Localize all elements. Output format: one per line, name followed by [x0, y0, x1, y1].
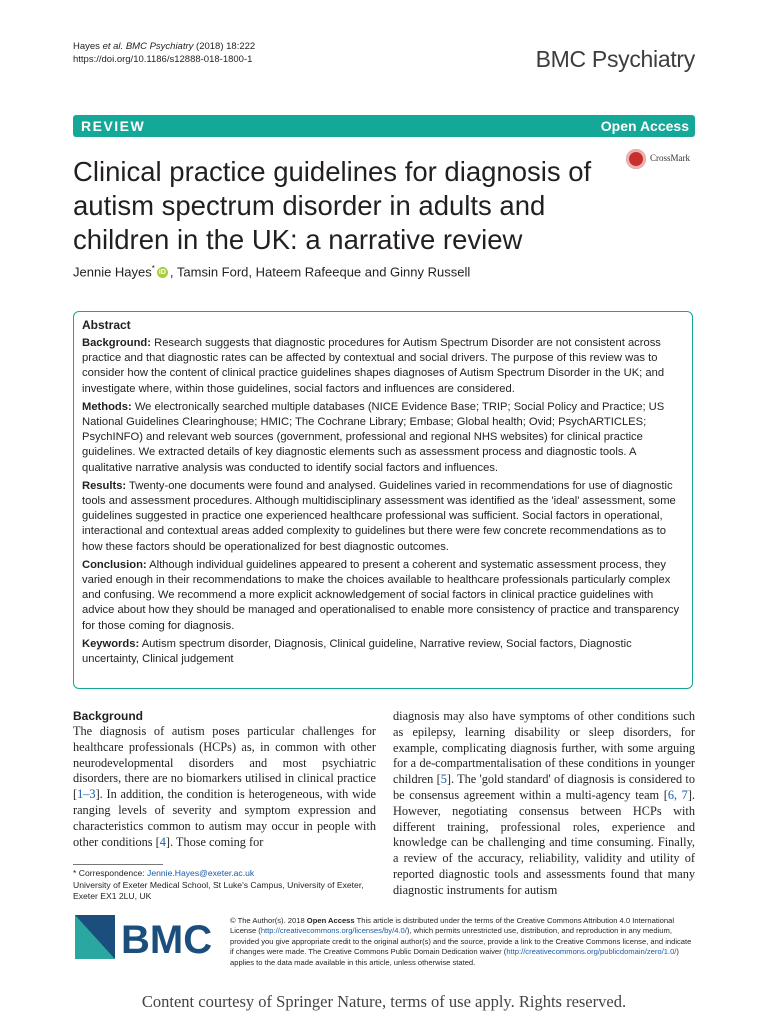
crossmark-label: CrossMark [650, 153, 690, 163]
citation-etal: et al. [102, 41, 124, 52]
section-text: Although individual guidelines appeared to present a coherent and systematic assessment process, they varied enough in their recommendations to make the choices available to healthcare professionals particularly complex and confusing. We recommend a more explicit acknowledgement of social factors in clinical practice guidelines with advice about how they should be managed and operationalised to enable more consistency of practice and transparency for those coming for diagnosis. [82, 558, 680, 632]
courtesy-footer: Content courtesy of Springer Nature, terms of use apply. Rights reserved. [141, 992, 627, 1011]
body-paragraph [393, 709, 695, 899]
abstract-conclusion [82, 558, 686, 634]
bmc-logo [73, 913, 215, 961]
article-title: Clinical practice guidelines for diagnosis of autism spectrum disorder in adults and children in the UK: a narrative review [73, 156, 592, 255]
citation-authors: Hayes [73, 41, 100, 52]
section-text: Research suggests that diagnostic procedures for Autism Spectrum Disorder are not consistent across practice and that diagnostic rates can be affected by contextual and social drivers. The purpose of this review was to consider how the content of clinical practice guidelines shapes diagnoses of Autism Spectrum Disorder in the UK; and investigate where, within those guidelines, social factors and influences are considered. [82, 337, 665, 395]
abstract-body [82, 336, 686, 670]
abstract-box [73, 311, 693, 689]
body-text: ]. Those coming for [165, 834, 264, 849]
body-text: The diagnosis of autism poses particular challenges for healthcare professionals (HCPs) as, in common with other neurodevelopmental disorders and most psychiatric disorders, there are no biomarkers utilised in clinical practice [ [73, 724, 376, 802]
section-label: Keywords: [82, 637, 140, 650]
abstract-keywords [82, 637, 686, 667]
doi-link[interactable]: https://doi.org/10.1186/s12888-018-1800-1 [73, 54, 253, 65]
section-text: We electronically searched multiple databases (NICE Evidence Base; TRIP; Social Policy and Practice; US National Guidelines Clearinghouse; HMIC; The Cochrane Library; Embase; Global health; Ovid; PsychARTICLES; PsychINFO) and relevant web sources (government, professional and regional NHS websites) for clinical practice guidelines. We extracted details of key diagnostic elements such as assessment process and diagnostic tools. A qualitative narrative analysis was conducted to identify social factors and influences. [82, 400, 665, 474]
correspondence-address-line: University of Exeter Medical School, St Luke's Campus, University of Exeter, [73, 879, 364, 890]
body-text: ]. In addition, the condition is heterogeneous, with wide ranging levels of severity and symptom expression and characteristics common to autism may occur in people with other conditions [ [73, 787, 376, 849]
open-access-label: Open Access [600, 118, 689, 134]
crossmark-badge[interactable] [626, 147, 696, 171]
abstract-heading: Abstract [82, 318, 131, 332]
license-open-access: Open Access [306, 916, 355, 925]
author-first: Jennie Hayes [73, 264, 152, 280]
reference-link[interactable]: 4 [159, 834, 166, 849]
corresponding-marker: * [151, 264, 155, 273]
journal-name: BMC Psychiatry [535, 46, 695, 72]
section-heading-background: Background [73, 709, 144, 723]
body-paragraph [73, 724, 376, 850]
reference-link[interactable]: 5 [440, 772, 447, 787]
correspondence-address-line: Exeter EX1 2LU, UK [73, 891, 152, 901]
body-text: ]. The 'gold standard' of diagnosis is considered to be consensus agreement within a multi-agency team [ [393, 772, 695, 802]
abstract-background [82, 336, 686, 397]
license-statement [230, 916, 695, 968]
section-label: Conclusion: [82, 558, 147, 571]
license-text: ), which permits unrestricted use, distribution, and reproduction in any medium, provided you give appropriate credit to the original author(s) and the source, provide a link to the Creative Commons license, and indicate if changes were made. The Creative Commons Public Domain Dedication waiver ( [230, 926, 692, 957]
body-column-right [393, 709, 695, 899]
logo-text: BMC [121, 918, 213, 961]
bmc-logo-graphic [73, 913, 215, 961]
license-text: © The Author(s). 2018 [230, 916, 307, 925]
correspondence-note [73, 868, 373, 903]
reference-link[interactable]: 1–3 [77, 787, 96, 802]
footnote-divider [73, 864, 163, 865]
author-rest: , Tamsin Ford, Hateem Rafeeque and Ginny Russell [169, 264, 471, 280]
citation-header [73, 40, 255, 66]
abstract-results [82, 479, 686, 555]
citation-journal: BMC Psychiatry [125, 41, 194, 52]
citation-volume: (2018) 18:222 [196, 41, 256, 52]
section-label: Methods: [82, 400, 132, 413]
correspondence-label: * Correspondence: [73, 868, 148, 878]
author-list [73, 264, 470, 279]
article-type-label: REVIEW [81, 118, 146, 134]
license-url-link[interactable]: http://creativecommons.org/licenses/by/4.0/ [260, 926, 407, 936]
section-label: Results: [82, 479, 127, 492]
license-waiver-link[interactable]: http://creativecommons.org/publicdomain/zero/1.0/ [506, 947, 677, 957]
article-type-banner [73, 115, 695, 137]
abstract-methods [82, 400, 686, 476]
body-text: ]. However, negotiating consensus between HCPs with different training, professional roles, experience and knowledge can be challenging and time consuming. Finally, a review of the accuracy, reliability, validity and utility of reported diagnostic tools and assessments found that many diagnostic instruments for autism [393, 787, 695, 897]
orcid-icon[interactable]: iD [158, 269, 166, 277]
license-text: ) applies to the data made available in this article, unless otherwise stated. [230, 947, 679, 967]
correspondence-email-link[interactable]: Jennie.Hayes@exeter.ac.uk [147, 868, 255, 878]
body-column-left [73, 709, 376, 850]
license-text: This article is distributed under the terms of the Creative Commons Attribution 4.0 International License ( [230, 916, 675, 936]
section-text: Twenty-one documents were found and analysed. Guidelines varied in recommendations for use of diagnostic tools and assessment procedures. Although multidisciplinary assessment was identified as the 'ideal' assessment, some guidelines suggested in practice one experienced healthcare professional was sufficient. Social factors in operational, interactional and contextual areas added complexity to guidelines but there were few concrete recommendations as to how these factors should be operationalized for best diagnostic outcomes. [82, 479, 676, 553]
section-text: Autism spectrum disorder, Diagnosis, Clinical guideline, Narrative review, Social factors, Diagnostic uncertainty, Clinical judgement [82, 637, 632, 666]
body-text: diagnosis may also have symptoms of other conditions such as epilepsy, learning disability or sleep disorders, for example, complicating diagnosis further, with some arguing for a de-compartmentalisation of these conditions in younger children [ [393, 709, 695, 787]
reference-link[interactable]: 6, 7 [667, 787, 688, 802]
section-label: Background: [82, 337, 151, 349]
crossmark-icon [626, 149, 646, 169]
